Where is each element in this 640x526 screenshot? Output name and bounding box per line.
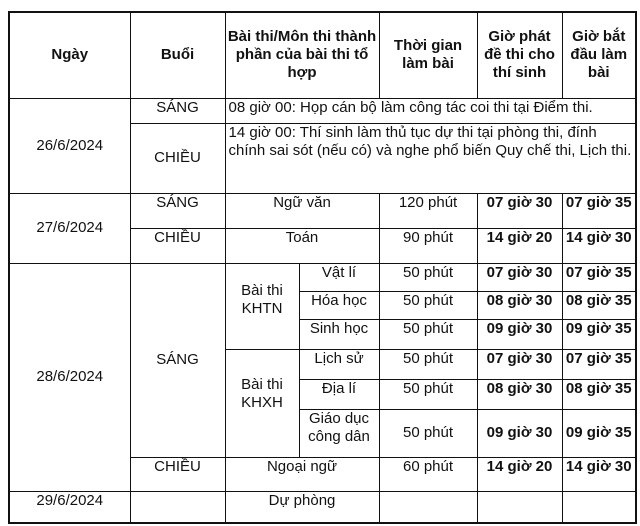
distribute-time-cell: 08 giờ 30 [477,379,562,409]
header-date: Ngày [9,12,130,98]
group-cell-khtn: Bài thi KHTN [225,263,299,349]
subject-cell: Địa lí [299,379,379,409]
date-cell: 27/6/2024 [9,193,130,263]
distribute-time-cell: 08 giờ 30 [477,291,562,319]
distribute-time-cell: 07 giờ 30 [477,193,562,228]
distribute-time-cell [477,491,562,523]
duration-cell: 90 phút [379,228,477,263]
subject-cell: Ngoại ngữ [225,457,379,491]
date-cell: 29/6/2024 [9,491,130,523]
session-cell: CHIỀU [130,228,225,263]
table-row [9,263,636,291]
session-cell: SÁNG [130,263,225,457]
table-row [9,98,636,123]
start-time-cell: 09 giờ 35 [562,319,636,349]
subject-cell: Vật lí [299,263,379,291]
session-cell [130,491,225,523]
header-subject: Bài thi/Môn thi thành phần của bài thi tổ hợp [225,12,379,98]
duration-cell: 50 phút [379,379,477,409]
duration-cell: 60 phút [379,457,477,491]
start-time-cell: 08 giờ 35 [562,291,636,319]
subject-cell: Dự phòng [225,491,379,523]
distribute-time-cell: 14 giờ 20 [477,457,562,491]
duration-cell: 50 phút [379,319,477,349]
group-cell-khxh: Bài thi KHXH [225,349,299,457]
date-cell: 28/6/2024 [9,263,130,491]
note-cell: 14 giờ 00: Thí sinh làm thủ tục dự thi tại phòng thi, đính chính sai sót (nếu có) và nghe phổ biến Quy chế thi, Lịch thi. [225,123,636,193]
distribute-time-cell: 09 giờ 30 [477,319,562,349]
start-time-cell: 14 giờ 30 [562,457,636,491]
header-session: Buổi [130,12,225,98]
header-start-time: Giờ bắt đầu làm bài [562,12,636,98]
start-time-cell: 14 giờ 30 [562,228,636,263]
distribute-time-cell: 09 giờ 30 [477,409,562,457]
header-row [9,12,636,98]
duration-cell: 50 phút [379,349,477,379]
subject-cell: Ngữ văn [225,193,379,228]
table-row [9,193,636,228]
start-time-cell: 09 giờ 35 [562,409,636,457]
session-cell: SÁNG [130,98,225,123]
note-cell: 08 giờ 00: Họp cán bộ làm công tác coi thi tại Điểm thi. [225,98,636,123]
duration-cell: 50 phút [379,409,477,457]
session-cell: CHIỀU [130,457,225,491]
duration-cell: 50 phút [379,291,477,319]
subject-cell: Sinh học [299,319,379,349]
distribute-time-cell: 07 giờ 30 [477,349,562,379]
start-time-cell [562,491,636,523]
subject-cell: Giáo dục công dân [299,409,379,457]
date-cell: 26/6/2024 [9,98,130,193]
session-cell: CHIỀU [130,123,225,193]
subject-cell: Lịch sử [299,349,379,379]
start-time-cell: 08 giờ 35 [562,379,636,409]
subject-cell: Hóa học [299,291,379,319]
duration-cell: 50 phút [379,263,477,291]
duration-cell [379,491,477,523]
table-row [9,491,636,523]
start-time-cell: 07 giờ 35 [562,349,636,379]
start-time-cell: 07 giờ 35 [562,193,636,228]
start-time-cell: 07 giờ 35 [562,263,636,291]
header-duration: Thời gian làm bài [379,12,477,98]
distribute-time-cell: 14 giờ 20 [477,228,562,263]
session-cell: SÁNG [130,193,225,228]
subject-cell: Toán [225,228,379,263]
duration-cell: 120 phút [379,193,477,228]
distribute-time-cell: 07 giờ 30 [477,263,562,291]
header-distribute-time: Giờ phát đề thi cho thí sinh [477,12,562,98]
exam-schedule-table [8,11,637,524]
